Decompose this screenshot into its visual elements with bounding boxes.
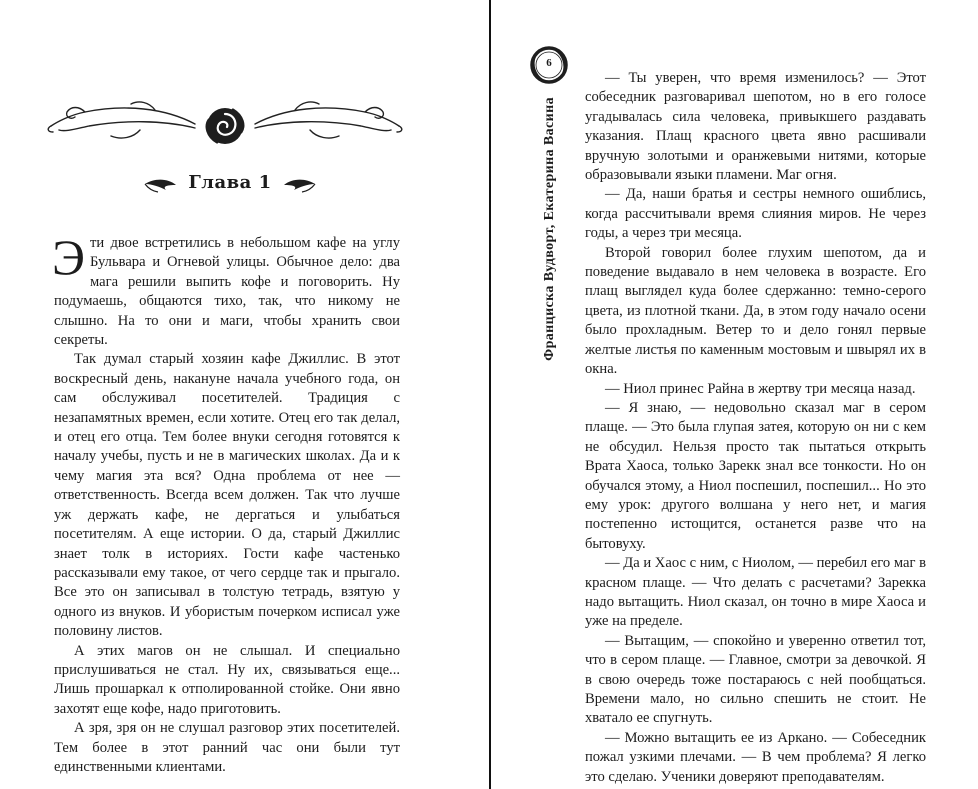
paragraph: — Ты уверен, что время изменилось? — Этот собеседник разговаривал шепотом, но в его голосе угадывалась сила человека, привыкшего раздавать указания. Плащ красного цвета явно расшивали вручную золотыми и оранжевыми нитями, которые образовывали языки пламени. Маг огня.	[585, 70, 926, 184]
page-number: 6	[546, 57, 552, 69]
paragraph: А этих магов он не слышал. И специально прислушиваться не стал. Ну их, связываться еще... Лишь прошаркал к отполированной стойке. Они явно захотят еще кофе, надо приготовить.	[54, 642, 400, 717]
paragraph: Эти двое встретились в небольшом кафе на углу Бульвара и Огневой улицы. Обычное дело: два мага решили выпить кофе и поговорить. Ну подумаешь, общаются тихо, так, что никому не слышно. На то они и маги, чтобы хранить свои секреты.	[52, 229, 400, 349]
paragraph: — Да и Хаос с ним, с Ниолом, — перебил его маг в красном плаще. — Что делать с расчетами? Зарекка надо вытащить. Ниол сказал, он точно в мире Хаоса и уже на пределе.	[585, 555, 926, 630]
paragraph: — Ниол принес Райна в жертву три месяца назад.	[605, 380, 916, 397]
book-spine-divider	[489, 0, 491, 789]
paragraph: — Вытащим, — спокойно и уверенно ответил тот, что в сером плаще. — Главное, смотри за девочкой. Я в свою очередь тоже постараюсь с ней пообщаться. Времени мало, но сильно спешить не стоит. Не хватало ее спугнуть.	[585, 632, 926, 727]
chapter-title: Глава 1	[188, 172, 272, 193]
paragraph: Второй говорил более глухим шепотом, да и поведение выдавало в нем человека в возрасте. Его плащ выглядел куда более сдержанно: темно-серого цвета, из плотной ткани. Да, в этом году начало осени было прохладным. Ветер то и дело гонял первые желтые листья по каменным мостовым и швырял их в окна.	[585, 244, 926, 378]
running-head-block	[520, 45, 580, 415]
swirl-ornament-icon	[45, 90, 405, 160]
drop-cap: Э	[52, 229, 86, 285]
running-head-authors: Франциска Вудворт, Екатерина Васина	[542, 97, 557, 361]
paragraph: — Можно вытащить ее из Аркано. — Собеседник пожал узкими плечами. — В чем проблема? Я легко это сделаю. Ученики доверяют преподавателям.	[585, 729, 926, 785]
paragraph: Так думал старый хозяин кафе Джиллис. В этот воскресный день, накануне начала учебного года, он сам обслуживал посетителей. Традиция с незапамятных времен, если хотите. Отец его так делал, и отец его отца. Тем более внуки сегодня готовятся к началу учебы, пусть и не в магических школах. Да и к чему магия эта вся? Одна проблема от нее — ответственность. Всегда всем должен. Так что лучше уж держать кафе, не дергаться и улыбаться посетителям. А еще истории. О да, старый Джиллис знает толк в историях. Гости кафе частенько рассказывали ему такое, от чего сердце так и прыгало. Все это он записывал в толстую тетрадь, взятую у одного из внуков. И убористым почерком исписал уже половину листов.	[54, 351, 400, 640]
feather-flourish-icon	[282, 176, 318, 196]
chapter-heading	[140, 168, 320, 202]
right-page-text	[585, 69, 926, 787]
paragraph: — Да, наши братья и сестры немного ошиблись, когда рассчитывали время слияния миров. Не через годы, а через три месяца.	[585, 186, 926, 242]
paragraph: А зря, зря он не слушал разговор этих посетителей. Тем более в этот ранний час они были тут единственными клиентами.	[54, 720, 400, 775]
left-page-text	[52, 229, 400, 777]
paragraph: — Я знаю, — недовольно сказал маг в сером плаще. — Это была глупая затея, которую он ни с кем не обсудил. Нельзя просто так пытаться открыть Врата Хаоса, только Зарекк знал все тонкости. Но он обучался этому, а Ниол поспешил, поспешил... Но это ему урок: другого волшана у него нет, и магия постепенно истощится, останется разве что на бытовуху.	[585, 399, 926, 552]
